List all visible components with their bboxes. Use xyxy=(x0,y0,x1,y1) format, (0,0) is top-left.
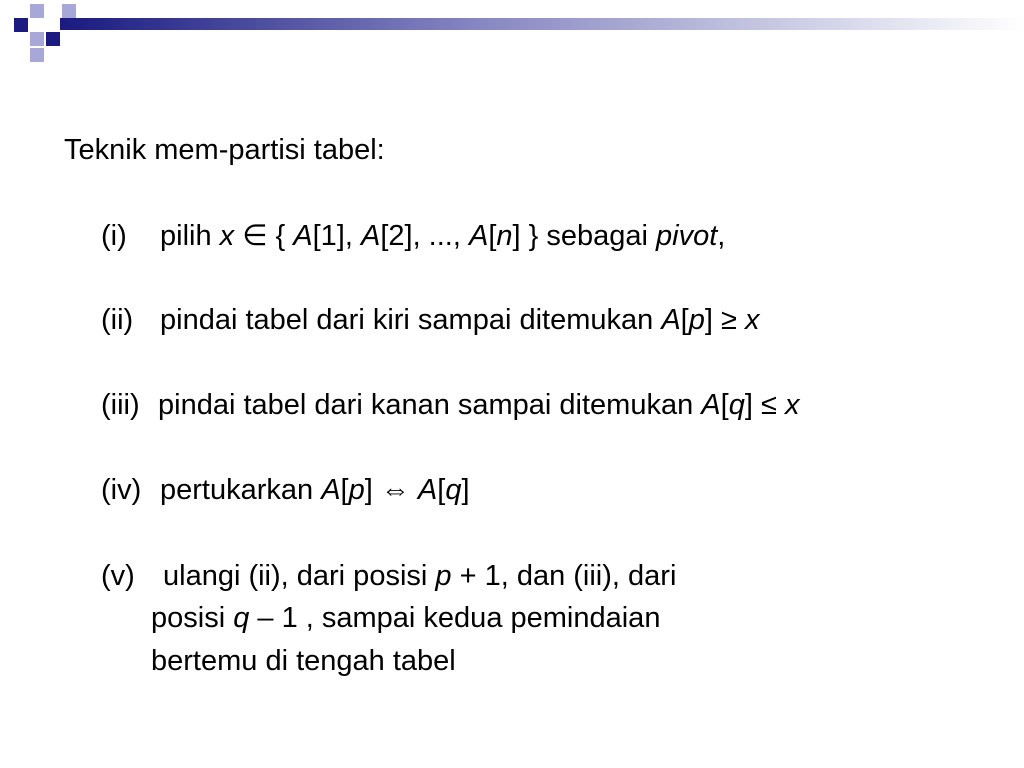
decor-square-navy-2 xyxy=(46,32,60,46)
item-label: (ii) xyxy=(101,304,134,336)
decor-square-lavender-3 xyxy=(30,32,44,46)
header-decoration xyxy=(0,0,1024,70)
list-item-v-continuation-2: bertemu di tengah tabel xyxy=(151,645,456,677)
decor-square-lavender-1 xyxy=(30,4,44,18)
decor-square-navy-1 xyxy=(14,18,28,32)
header-gradient-bar xyxy=(60,18,1024,30)
item-label: (iii) xyxy=(101,389,140,421)
item-label: (v) xyxy=(101,560,135,592)
list-item-iii: (iii) pindai tabel dari kanan sampai ditemukan A[q] ≤ x xyxy=(101,389,800,421)
list-item-i: (i) pilih x ∈ { A[1], A[2], ..., A[n] } sebagai pivot, xyxy=(101,220,726,252)
list-item-ii: (ii) pindai tabel dari kiri sampai ditemukan A[p] ≥ x xyxy=(101,304,760,336)
list-item-iv: (iv) pertukarkan A[p] ⇔ A[q] xyxy=(101,474,470,506)
list-item-v-continuation-1: posisi q – 1 , sampai kedua pemindaian xyxy=(151,602,661,634)
decor-square-lavender-4 xyxy=(30,48,44,62)
item-label: (iv) xyxy=(101,474,142,506)
slide-title: Teknik mem-partisi tabel: xyxy=(64,134,385,166)
list-item-v: (v) ulangi (ii), dari posisi p + 1, dan (iii), dari xyxy=(101,560,677,592)
item-label: (i) xyxy=(101,220,127,252)
decor-square-lavender-2 xyxy=(62,4,76,18)
